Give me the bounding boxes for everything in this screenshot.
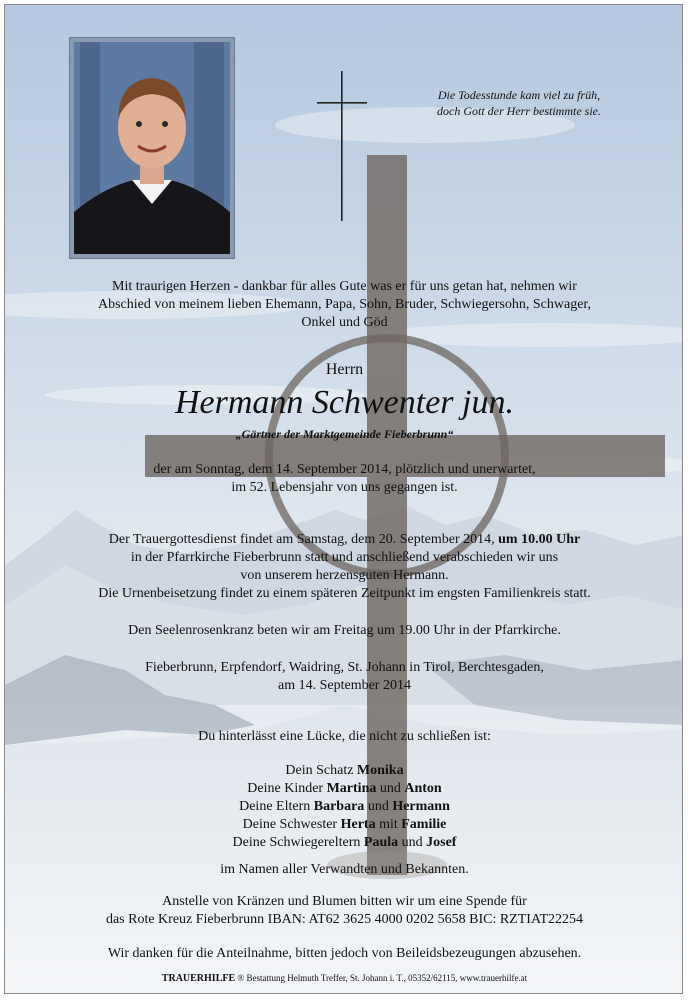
mourner-row: Deine Kinder Martina und Anton [247,781,442,796]
motto-line: Die Todesstunde kam viel zu früh, [437,88,601,102]
intro-line: Abschied von meinem lieben Ehemann, Papa, Sohn, Bruder, Schwiegersohn, Schwager, [97,297,592,312]
death-notice-line: der am Sonntag, dem 14. September 2014, plötzlich und unerwartet, [153,462,536,477]
mourner-row: Deine Schwester Herta mit Familie [242,817,447,832]
mourners-closing: im Namen aller Verwandten und Bekannten. [220,862,469,877]
gap-line: Du hinterlässt eine Lücke, die nicht zu schließen ist: [198,729,491,744]
intro-line: Mit traurigen Herzen - dankbar für alles Gute was er für uns getan hat, nehmen wir [112,279,577,294]
place-line: Fieberbrunn, Erpfendorf, Waidring, St. Johann in Tirol, Berchtesgaden, [145,660,544,675]
footer-details: ® Bestattung Helmuth Treffer, St. Johann i. T., 05352/62115, www.trauerhilfe.at [237,973,528,983]
footer [5,973,683,984]
salutation: Herrn [325,361,364,378]
intro-line: Onkel und Göd [301,315,388,330]
mourner-row: Dein Schatz Monika [285,763,404,778]
death-notice-line: im 52. Lebensjahr von uns gegangen ist. [231,480,458,495]
mourner-row: Deine Schwiegereltern Paula und Josef [232,835,457,850]
date-line: am 14. September 2014 [278,678,411,693]
service-time: um 10.00 Uhr [498,532,581,547]
rosary-line: Den Seelenrosenkranz beten wir am Freitag um 19.00 Uhr in der Pfarrkirche. [128,623,561,638]
portrait-photo [74,42,230,254]
motto-line: doch Gott der Herr bestimmte sie. [437,104,601,118]
occupation: „Gärtner der Marktgemeinde Fieberbrunn“ [235,427,454,441]
thanks-line: Wir danken für die Anteilnahme, bitten jedoch von Beileidsbezeugungen abzusehen. [107,946,582,961]
donation-iban-line: das Rote Kreuz Fieberbrunn IBAN: AT62 3625 4000 0202 5658 BIC: RZTIAT22254 [105,912,584,927]
portrait-frame [69,37,235,259]
urn-burial-line: Die Urnenbeisetzung findet zu einem späteren Zeitpunkt im engsten Familienkreis statt. [98,586,591,601]
mourner-row: Deine Eltern Barbara und Hermann [239,799,450,814]
service-line: in der Pfarrkirche Fieberbrunn statt und anschließend verabschieden wir uns [130,550,559,565]
motto-quote [387,87,651,119]
service-line: Der Trauergottesdienst findet am Samstag, dem 20. September 2014, um 10.00 Uhr [108,532,581,547]
footer-brand: TRAUERHILFE [161,973,236,984]
service-line: von unserem herzensguten Hermann. [240,568,449,583]
obituary-card [4,4,683,994]
deceased-name: Hermann Schwenter jun. [174,384,514,421]
donation-line: Anstelle von Kränzen und Blumen bitten wir um eine Spende für [162,894,527,909]
cross-icon [317,71,367,221]
